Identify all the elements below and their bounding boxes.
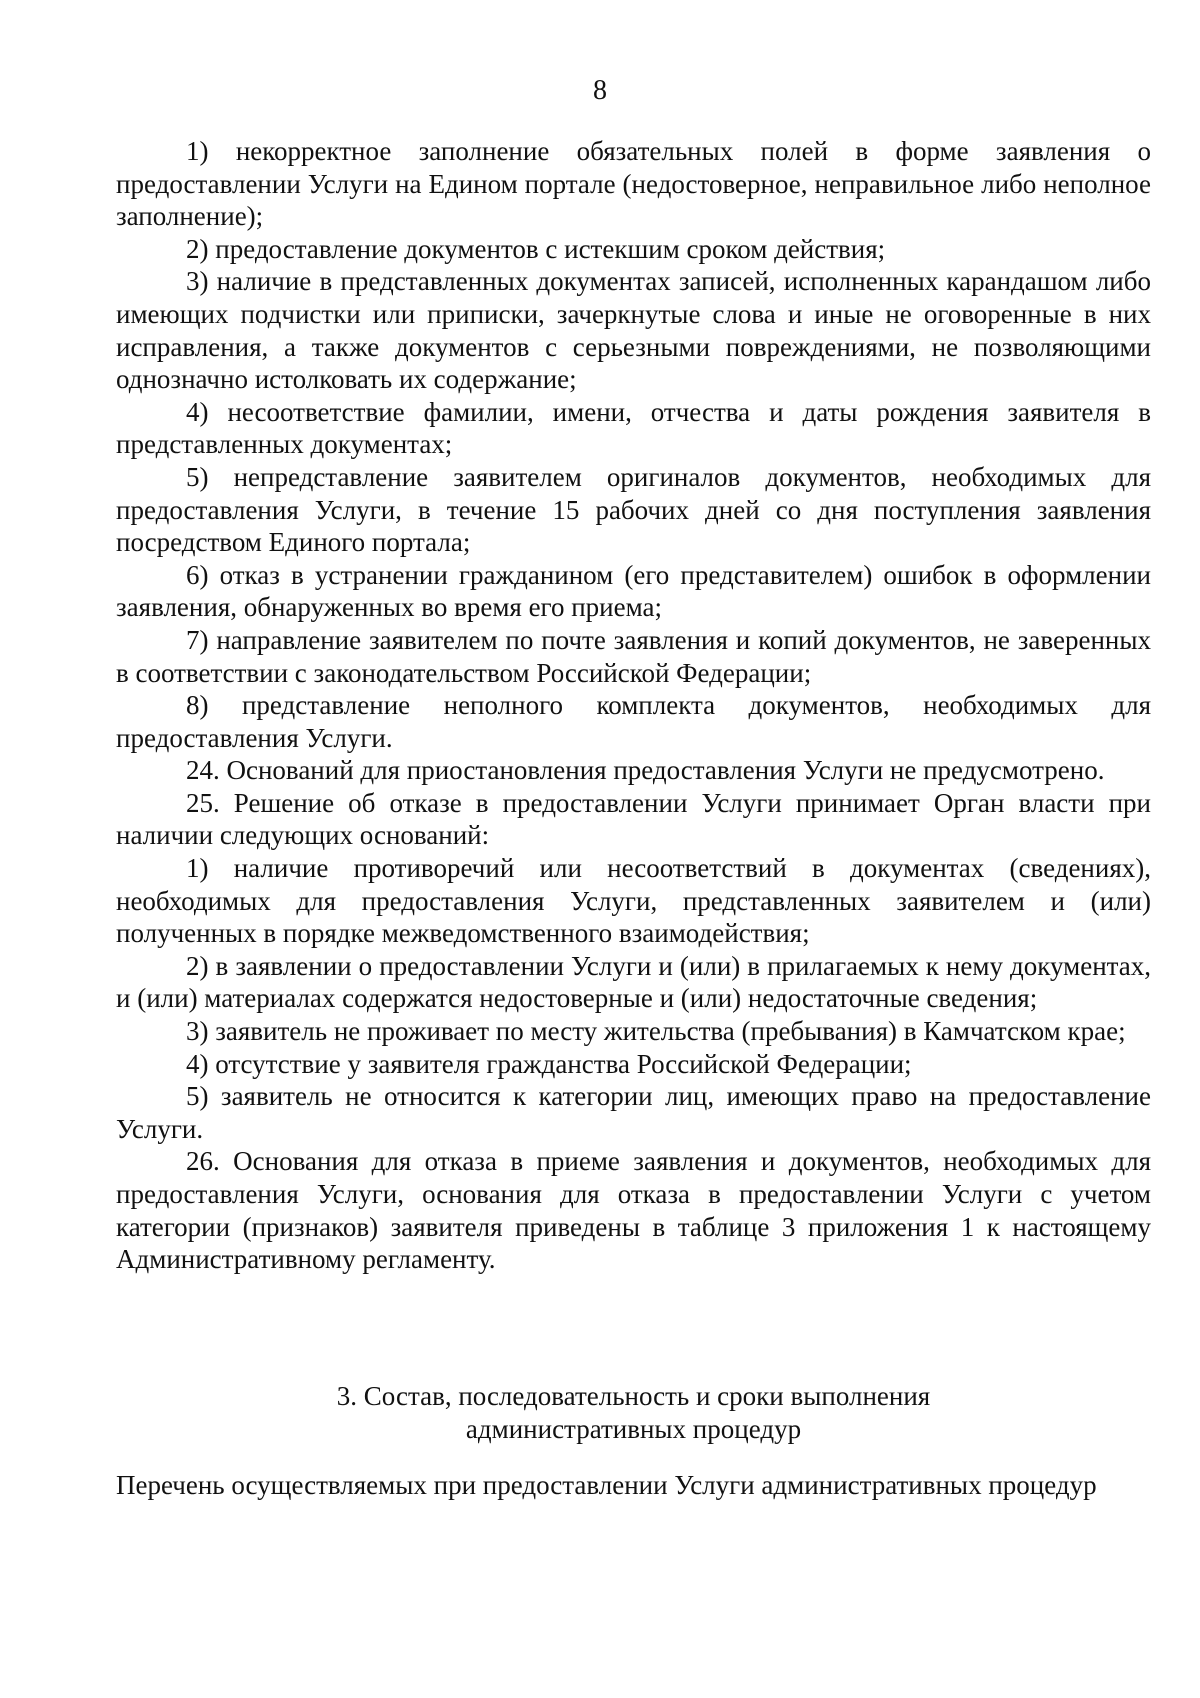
paragraph-25-4: 4) отсутствие у заявителя гражданства Российской Федерации; — [186, 1048, 912, 1079]
paragraph-4: 4) несоответствие фамилии, имени, отчества и даты рождения заявителя в представленных документах; — [116, 396, 1151, 460]
paragraph-7: 7) направление заявителем по почте заявления и копий документов, не заверенных в соответствии с законодательством Российской Федерации; — [116, 624, 1151, 688]
document-body — [116, 135, 1151, 1276]
paragraph-25-3: 3) заявитель не проживает по месту жительства (пребывания) в Камчатском крае; — [186, 1016, 1126, 1047]
paragraph-26: 26. Основания для отказа в приеме заявления и документов, необходимых для предоставления Услуги, основания для отказа в предоставлении Услуги с учетом категории (признаков) заявителя приведены в таблице 3 приложения 1 к настоящему Административному регламенту. — [116, 1146, 1151, 1275]
paragraph-25-2: 2) в заявлении о предоставлении Услуги и (или) в прилагаемых к нему документах, и (или) материалах содержатся недостоверные и (или) недостаточные сведения; — [116, 950, 1151, 1014]
paragraph-3: 3) наличие в представленных документах записей, исполненных карандашом либо имеющих подчистки или приписки, зачеркнутые слова и иные не оговоренные в них исправления, а также документов с серьезными повреждениями, не позволяющими однозначно истолковать их содержание; — [116, 266, 1151, 395]
section-heading-line-1: 3. Состав, последовательность и сроки выполнения — [336, 1381, 931, 1411]
paragraph-8: 8) представление неполного комплекта документов, необходимых для предоставления Услуги. — [116, 690, 1151, 753]
paragraph-25-1: 1) наличие противоречий или несоответствий в документах (сведениях), необходимых для предоставления Услуги, представленных заявителем и (или) полученных в порядке межведомственного взаимодействия; — [116, 853, 1151, 949]
paragraph-2: 2) предоставление документов с истекшим сроком действия; — [186, 233, 886, 264]
paragraph-25-5: 5) заявитель не относится к категории лиц, имеющих право на предоставление Услуги. — [116, 1081, 1151, 1144]
page-number: 8 — [593, 75, 607, 106]
paragraph-1: 1) некорректное заполнение обязательных полей в форме заявления о предоставлении Услуги на Едином портале (недостоверное, неправильное либо неполное заполнение); — [116, 136, 1151, 232]
paragraph-24: 24. Оснований для приостановления предоставления Услуги не предусмотрено. — [186, 755, 1105, 786]
paragraph-5: 5) непредставление заявителем оригиналов документов, необходимых для предоставления Услуги, в течение 15 рабочих дней со дня поступления заявления посредством Единого портала; — [116, 461, 1151, 558]
section-heading-line-2: административных процедур — [465, 1414, 802, 1444]
paragraph-6: 6) отказ в устранении гражданином (его представителем) ошибок в оформлении заявления, обнаруженных во время его приема; — [116, 559, 1151, 623]
section-heading — [116, 1380, 1151, 1446]
paragraph-25: 25. Решение об отказе в предоставлении Услуги принимает Орган власти при наличии следующих оснований: — [116, 787, 1151, 851]
procedures-list-heading: Перечень осуществляемых при предоставлении Услуги административных процедур — [116, 1470, 1097, 1500]
